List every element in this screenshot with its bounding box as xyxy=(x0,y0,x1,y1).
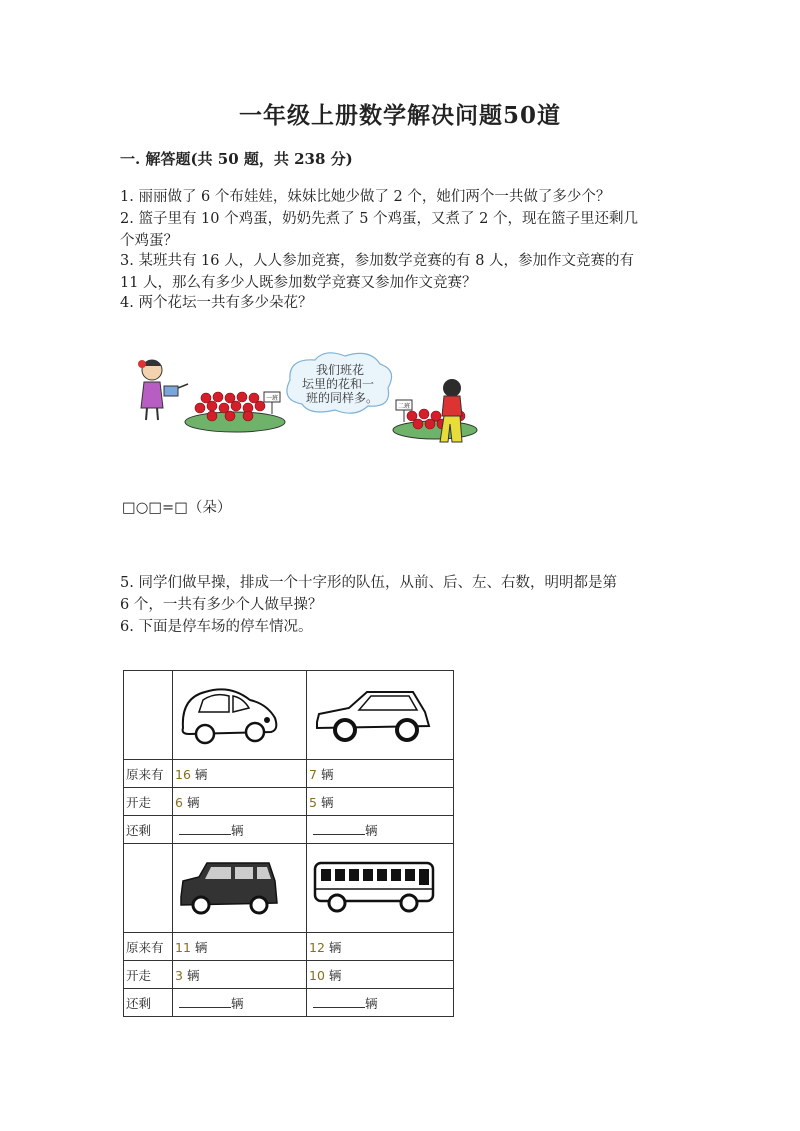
table-row xyxy=(124,844,454,933)
speech-bubble xyxy=(287,353,392,413)
question-5: 5. 同学们做早操，排成一个十字形的队伍，从前、后、左、右数，明明都是第 6 个，一共有多少个人做早操？ xyxy=(120,575,617,613)
section-heading: 一. 解答题(共 50 题，共 238 分) xyxy=(120,150,353,168)
svg-text:坛里的花和一: 坛里的花和一 xyxy=(302,377,375,391)
table-row: 原来有 16 辆 7 辆 xyxy=(124,760,454,788)
svg-text:班的同样多。: 班的同样多。 xyxy=(306,391,379,405)
answer-blank[interactable] xyxy=(313,995,365,1008)
girl-looking-icon xyxy=(440,379,462,442)
answer-blank[interactable] xyxy=(313,822,365,835)
answer-blank[interactable] xyxy=(179,822,231,835)
beetle-car-icon xyxy=(175,678,285,750)
flower-bed-illustration xyxy=(130,350,510,450)
question-6: 6. 下面是停车场的停车情况。 xyxy=(120,619,313,635)
suv-car-icon xyxy=(309,678,439,750)
svg-text:一班: 一班 xyxy=(266,395,279,402)
question-1: 1. 丽丽做了 6 个布娃娃，妹妹比她少做了 2 个，她们两个一共做了多少个？ xyxy=(120,189,611,205)
van-icon xyxy=(175,851,285,923)
table-row xyxy=(124,671,454,760)
table-row: 原来有 11 辆 12 辆 xyxy=(124,933,454,961)
answer-blank[interactable] xyxy=(179,995,231,1008)
left-flower-bed xyxy=(185,392,285,432)
girl-watering-icon xyxy=(138,360,188,420)
table-row: 开走 6 辆 5 辆 xyxy=(124,788,454,816)
question-3: 3. 某班共有 16 人，人人参加竞赛，参加数学竞赛的有 8 人，参加作文竞赛的有 11 人，那么有多少人既参加数学竞赛又参加作文竞赛？ xyxy=(120,253,635,291)
right-flower-bed xyxy=(393,400,477,439)
bus-icon xyxy=(309,851,439,923)
table-row: 还剩 辆 辆 xyxy=(124,816,454,844)
table-row: 开走 3 辆 10 辆 xyxy=(124,961,454,989)
parking-table xyxy=(123,670,454,1017)
question-2: 2. 篮子里有 10 个鸡蛋，奶奶先煮了 5 个鸡蛋，又煮了 2 个，现在篮子里还剩几 个鸡蛋？ xyxy=(120,211,638,249)
svg-text:二班: 二班 xyxy=(398,403,411,410)
answer-formula: □○□=□（朵） xyxy=(122,500,232,516)
page-title: 一年级上册数学解决问题50道 xyxy=(238,102,561,129)
table-row: 还剩 辆 辆 xyxy=(124,989,454,1017)
svg-text:我们班花: 我们班花 xyxy=(316,363,365,377)
question-4: 4. 两个花坛一共有多少朵花？ xyxy=(120,295,313,311)
